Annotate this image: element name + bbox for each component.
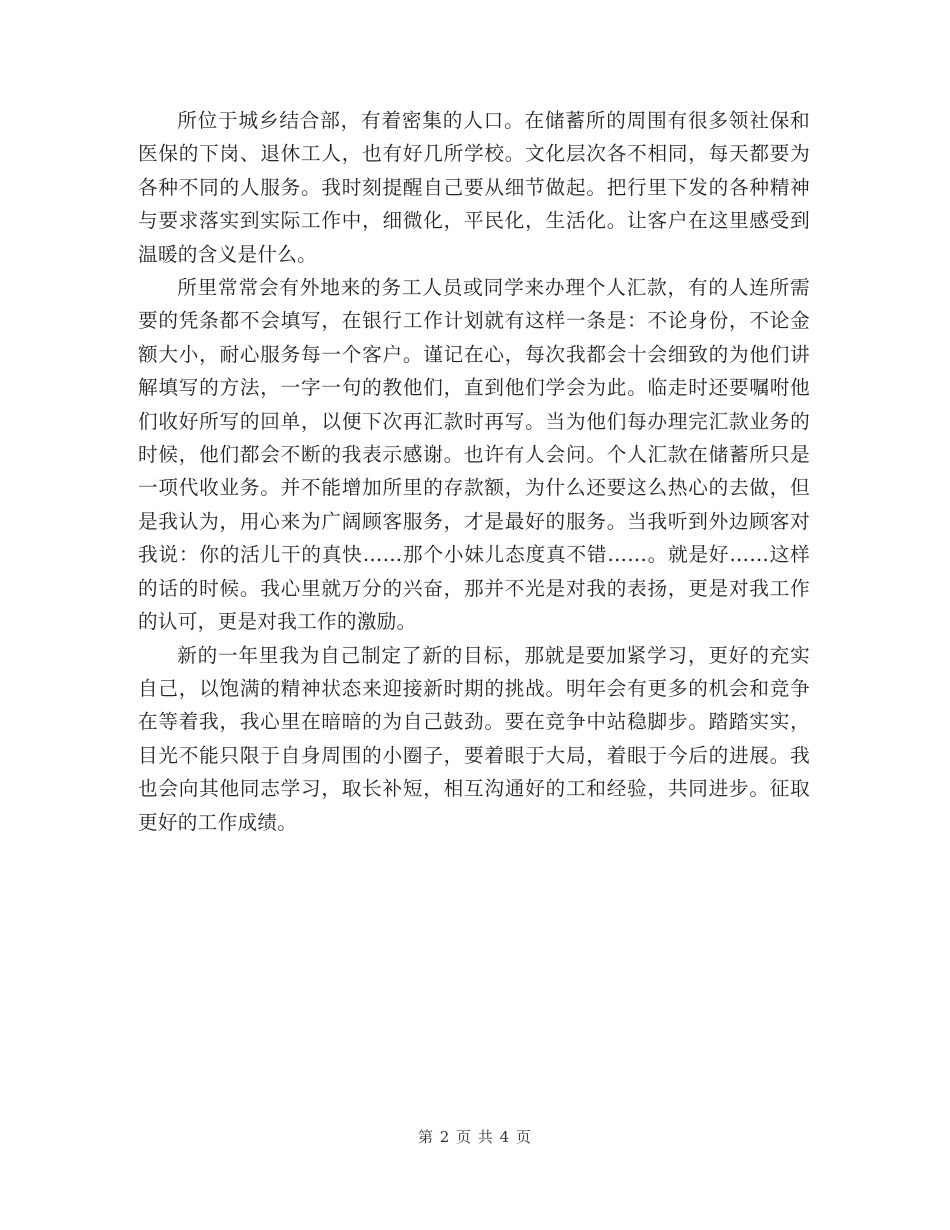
- document-body: [138, 104, 810, 839]
- page-number-footer: 第 2 页 共 4 页: [418, 1128, 532, 1146]
- paragraph-3: 新的一年里我为自己制定了新的目标，那就是要加紧学习，更好的充实自己，以饱满的精神状态来迎接新时期的挑战。明年会有更多的机会和竞争在等着我，我心里在暗暗的为自己鼓劲。要在竞争中站稳脚步。踏踏实实，目光不能只限于自身周围的小圈子，要着眼于大局，着眼于今后的进展。我也会向其他同志学习，取长补短，相互沟通好的工和经验，共同进步。征取更好的工作成绩。: [138, 643, 810, 834]
- paragraph-2: 所里常常会有外地来的务工人员或同学来办理个人汇款，有的人连所需要的凭条都不会填写，在银行工作计划就有这样一条是：不论身份，不论金额大小，耐心服务每一个客户。谨记在心，每次我都会十会细致的为他们讲解填写的方法，一字一句的教他们，直到他们学会为此。临走时还要嘱咐他们收好所写的回单，以便下次再汇款时再写。当为他们每办理完汇款业务的时候，他们都会不断的我表示感谢。也许有人会问。个人汇款在储蓄所只是一项代收业务。并不能增加所里的存款额，为什么还要这么热心的去做，但是我认为，用心来为广阔顾客服务，才是最好的服务。当我听到外边顾客对我说：你的活儿干的真快……那个小妹儿态度真不错……。就是好……这样的话的时候。我心里就万分的兴奋，那并不光是对我的表扬，更是对我工作的认可，更是对我工作的激励。: [138, 276, 810, 634]
- paragraph-1: 所位于城乡结合部，有着密集的人口。在储蓄所的周围有很多领社保和医保的下岗、退休工人，也有好几所学校。文化层次各不相同，每天都要为各种不同的人服务。我时刻提醒自己要从细节做起。把行里下发的各种精神与要求落实到实际工作中，细微化，平民化，生活化。让客户在这里感受到温暖的含义是什么。: [138, 109, 810, 266]
